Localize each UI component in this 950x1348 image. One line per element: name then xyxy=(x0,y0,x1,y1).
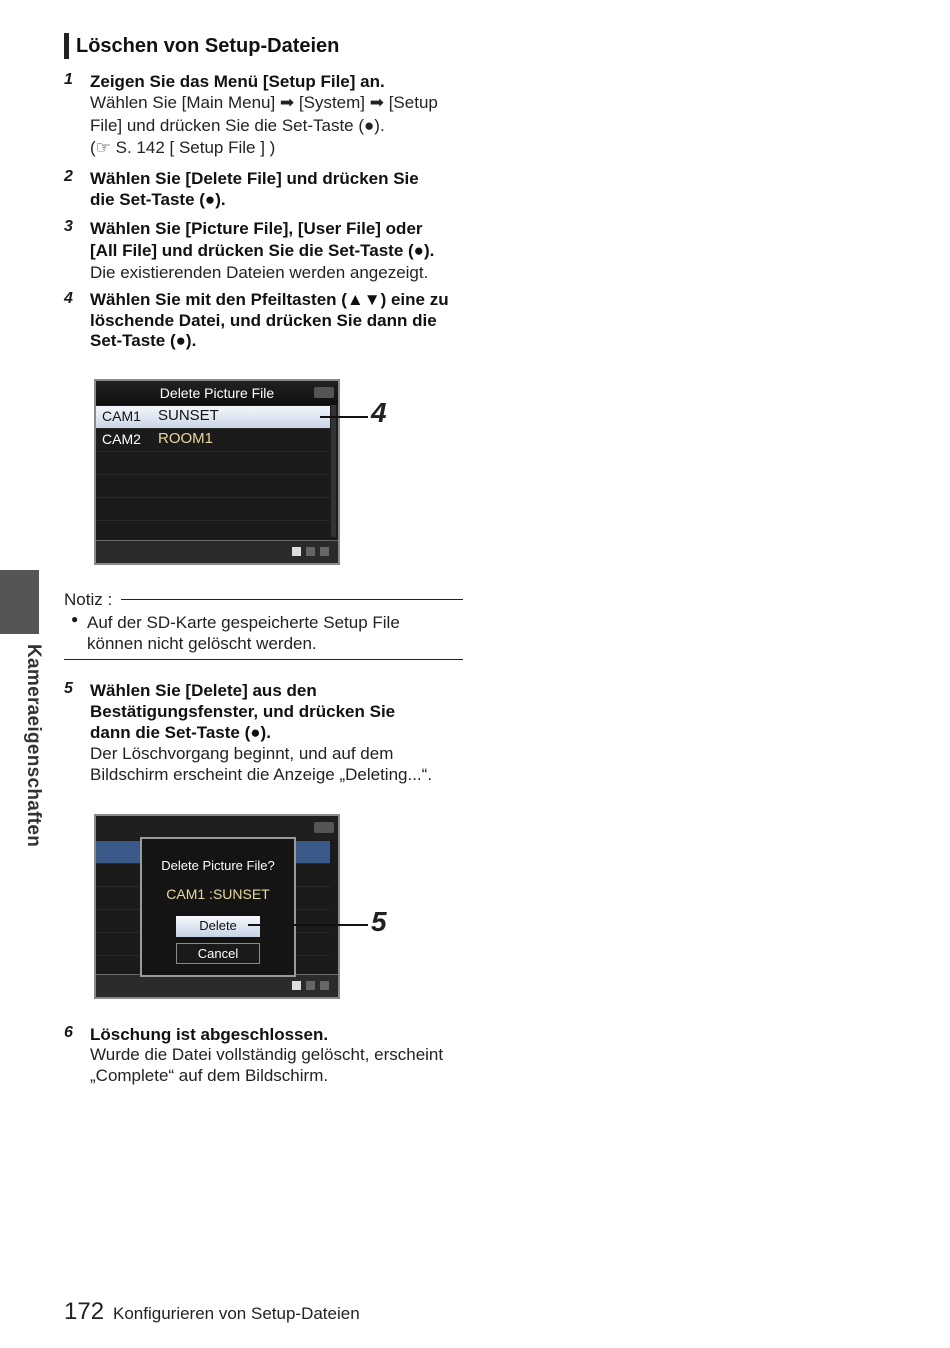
step-title-line: Bestätigungsfenster, und drücken Sie xyxy=(90,702,396,721)
screen-footer-bar xyxy=(96,974,338,997)
step-6 xyxy=(64,1024,474,1088)
section-heading xyxy=(64,33,339,59)
step-text-line: Wählen Sie [Main Menu] ➡ [System] ➡ [Setup xyxy=(90,93,438,112)
step-title: Löschung ist abgeschlossen. xyxy=(90,1025,329,1044)
step-title-line: Wählen Sie [Picture File], [User File] oder xyxy=(90,219,423,238)
note-line: können nicht gelöscht werden. xyxy=(87,633,317,653)
confirm-dialog xyxy=(140,837,296,977)
dialog-file-name: CAM1 :SUNSET xyxy=(166,886,270,902)
file-name: ROOM1 xyxy=(158,430,214,447)
step-title-line: dann die Set-Taste (●). xyxy=(90,723,271,742)
step-4 xyxy=(64,290,474,354)
step-number: 5 xyxy=(64,680,73,697)
step-text-line: Wurde die Datei vollständig gelöscht, erscheint xyxy=(90,1045,444,1064)
step-text-line: Bildschirm erscheint die Anzeige „Deleting...“. xyxy=(90,765,433,784)
note-rule-bottom xyxy=(64,659,463,660)
step-number: 6 xyxy=(64,1024,73,1041)
delete-button[interactable]: Delete xyxy=(176,916,260,937)
screen-scrollbar xyxy=(331,405,336,537)
step-text-line: „Complete“ auf dem Bildschirm. xyxy=(90,1065,329,1085)
step-title-line: Wählen Sie [Delete File] und drücken Sie xyxy=(90,169,419,188)
callout-number: 5 xyxy=(371,906,387,937)
step-title-line: [All File] und drücken Sie die Set-Taste (●). xyxy=(90,241,435,260)
step-number: 3 xyxy=(64,218,73,235)
step-2 xyxy=(64,168,474,212)
side-tab-marker xyxy=(0,570,39,634)
step-title-line: löschende Datei, und drücken Sie dann die xyxy=(90,310,437,330)
file-row[interactable] xyxy=(96,429,330,452)
step-title-line: Wählen Sie mit den Pfeiltasten (▲▼) eine zu xyxy=(90,290,449,309)
step-text: Die existierenden Dateien werden angezeigt. xyxy=(90,263,429,282)
step-title: Zeigen Sie das Menü [Setup File] an. xyxy=(90,72,385,91)
heading-bar xyxy=(64,33,69,59)
note-rule-top xyxy=(121,599,463,600)
page-number: 172 xyxy=(64,1298,105,1325)
screen-title: Delete Picture File xyxy=(159,385,275,401)
step-number: 1 xyxy=(64,71,73,88)
callout-line xyxy=(320,416,368,418)
heading-text: Löschen von Setup-Dateien xyxy=(76,34,340,57)
step-title-line: Wählen Sie [Delete] aus den xyxy=(90,681,317,700)
step-title-line: die Set-Taste (●). xyxy=(90,190,226,209)
cancel-button[interactable]: Cancel xyxy=(176,943,260,964)
file-row-selected[interactable] xyxy=(96,406,330,429)
empty-row xyxy=(96,452,330,475)
file-name: SUNSET xyxy=(158,407,219,424)
note-label: Notiz : xyxy=(64,590,113,609)
screen-badge-icon xyxy=(314,822,334,833)
step-text-line: File] und drücken Sie die Set-Taste (●). xyxy=(90,115,385,135)
camera-screen-delete-confirm xyxy=(94,814,340,999)
step-1 xyxy=(64,71,474,161)
side-tab-label: Kameraeigenschaften xyxy=(23,644,44,848)
bullet-icon: ● xyxy=(71,612,79,626)
note-text xyxy=(87,613,457,654)
screen-badge-icon xyxy=(314,387,334,398)
screen-footer-bar xyxy=(96,540,338,563)
note-line: Auf der SD-Karte gespeicherte Setup File xyxy=(87,613,400,632)
callout-number: 4 xyxy=(371,397,387,428)
dialog-title: Delete Picture File? xyxy=(161,858,275,873)
file-cam-label: CAM2 xyxy=(102,431,141,447)
page-dots-icon xyxy=(292,981,332,990)
step-3 xyxy=(64,218,474,284)
step-number: 4 xyxy=(64,290,73,307)
footer-title: Konfigurieren von Setup-Dateien xyxy=(113,1304,360,1323)
step-number: 2 xyxy=(64,168,73,185)
screen-title-bar xyxy=(96,381,338,405)
step-text-line: (☞ S. 142 [ Setup File ] ) xyxy=(90,138,276,157)
step-5 xyxy=(64,680,474,788)
camera-screen-delete-list xyxy=(94,379,340,565)
empty-row xyxy=(96,475,330,498)
empty-row xyxy=(96,498,330,521)
file-cam-label: CAM1 xyxy=(102,408,141,424)
step-text-line: Der Löschvorgang beginnt, und auf dem xyxy=(90,744,394,763)
step-title-line: Set-Taste (●). xyxy=(90,331,197,350)
page-dots-icon xyxy=(292,547,332,556)
callout-line xyxy=(248,924,368,926)
